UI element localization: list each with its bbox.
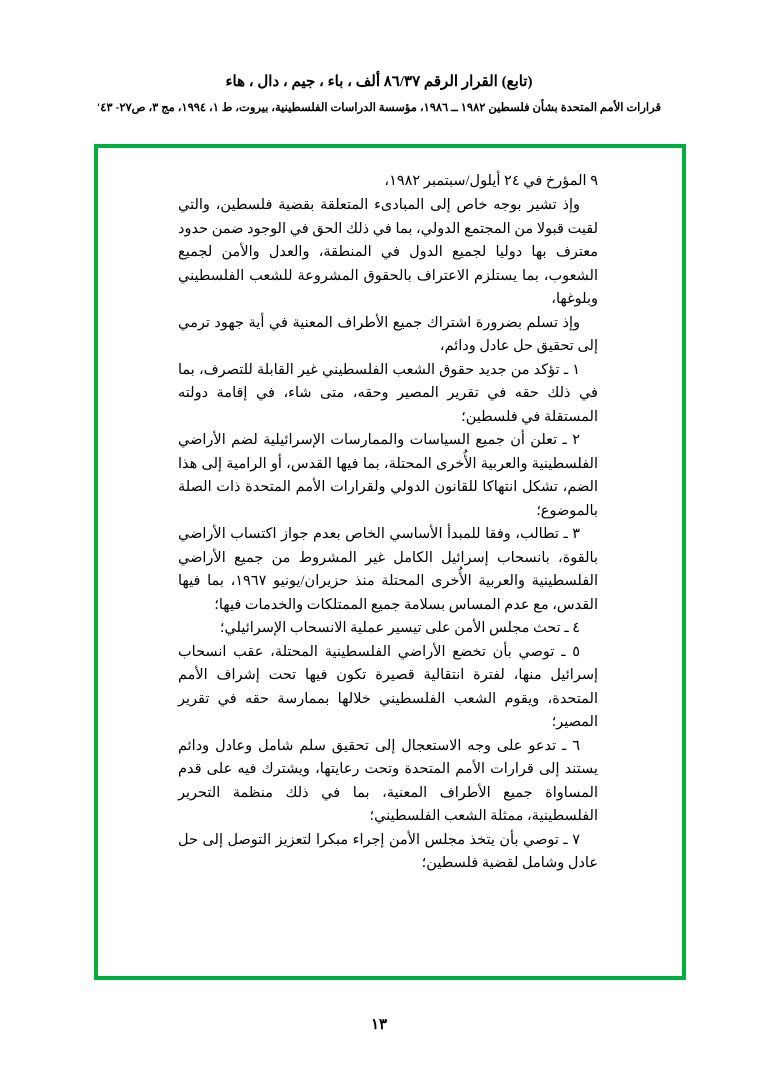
page-number: ١٣ <box>370 1017 388 1033</box>
paragraph-recognizing: وإذ تسلم بضرورة اشتراك جميع الأطراف المعنية في أية جهود ترمي إلى تحقيق حل عادل ودائم، <box>178 314 598 355</box>
paragraph-line-date: ٩ المؤرخ في ٢٤ أيلول/سبتمبر ١٩٨٢، <box>384 173 598 189</box>
paragraph-item-2: ٢ ـ تعلن أن جميع السياسات والممارسات الإسرائيلية لضم الأراضي الفلسطينية والعربية الأُخرى المحتلة، بما فيها القدس، أو الرامية إلى هذا الضم، تشكل انتهاكا للقانون الدولي ولقرارات الأمم المتحدة ذات الصلة بالموضوع؛ <box>178 432 598 519</box>
paragraph-item-5: ٥ ـ توصي بأن تخضع الأراضي الفلسطينية المحتلة، عقب انسحاب إسرائيل منها، لفترة انتقالية قصيرة تكون فيها تحت إشراف الأمم المتحدة، ويقوم الشعب الفلسطيني خلالها بممارسة حقه في تقرير المصير؛ <box>178 643 598 731</box>
source-citation: قرارات الأمم المتحدة بشأن فلسطين ١٩٨٢ ــ ١٩٨٦، مؤسسة الدراسات الفلسطينية، بيروت، ط ١، ١٩٩٤، مج ٣، ص٢٧- ٤٣' <box>97 102 661 114</box>
paragraph-item-4: ٤ ـ تحث مجلس الأمن على تيسير عملية الانسحاب الإسرائيلي؛ <box>219 620 580 637</box>
paragraph-item-1: ١ ـ تؤكد من جديد حقوق الشعب الفلسطيني غير القابلة للتصرف، بما في ذلك حقه في تقرير المصير وحقه، متى شاء، في إقامة دولته المستقلة في فلسطين؛ <box>178 361 598 425</box>
document-body <box>178 170 598 876</box>
content-frame <box>94 144 686 980</box>
paragraph-item-6: ٦ ـ تدعو على وجه الاستعجال إلى تحقيق سلم شامل وعادل ودائم يستند إلى قرارات الأمم المتحدة وتحت رعايتها، ويشترك فيه على قدم المساواة جميع الأطراف المعنية، بما في ذلك منظمة التحرير الفلسطينية، ممثلة الشعب الفلسطيني؛ <box>178 737 598 825</box>
document-header <box>0 72 758 114</box>
paragraph-item-3: ٣ ـ تطالب، وفقا للمبدأ الأساسي الخاص بعدم جواز اكتساب الأراضي بالقوة، بانسحاب إسرائيل الكامل غير المشروط من جميع الأراضي الفلسطينية والعربية الأُخرى المحتلة منذ حزيران/يونيو ١٩٦٧، بما فيها القدس، مع عدم المساس بسلامة جميع الممتلكات والخدمات فيها؛ <box>178 526 598 613</box>
paragraph-recalling: وإذ تشير بوجه خاص إلى المبادىء المتعلقة بقضية فلسطين، والتي لقيت قبولا من المجتمع الدولي، بما في ذلك الحق في الوجود ضمن حدود معترف بها دوليا لجميع الدول في المنطقة، والعدل والأمن لجميع الشعوب، بما يستلزم الاعتراف بالحقوق المشروعة للشعب الفلسطيني وبلوغها، <box>178 197 598 308</box>
page-title: (تابع) القرار الرقم ٨٦/٣٧ ألف ، باء ، جيم ، دال ، هاء <box>225 74 533 90</box>
paragraph-item-7: ٧ ـ توصي بأن يتخذ مجلس الأمن إجراء مبكرا لتعزيز التوصل إلى حل عادل وشامل لقضية فلسطين؛ <box>178 831 598 872</box>
